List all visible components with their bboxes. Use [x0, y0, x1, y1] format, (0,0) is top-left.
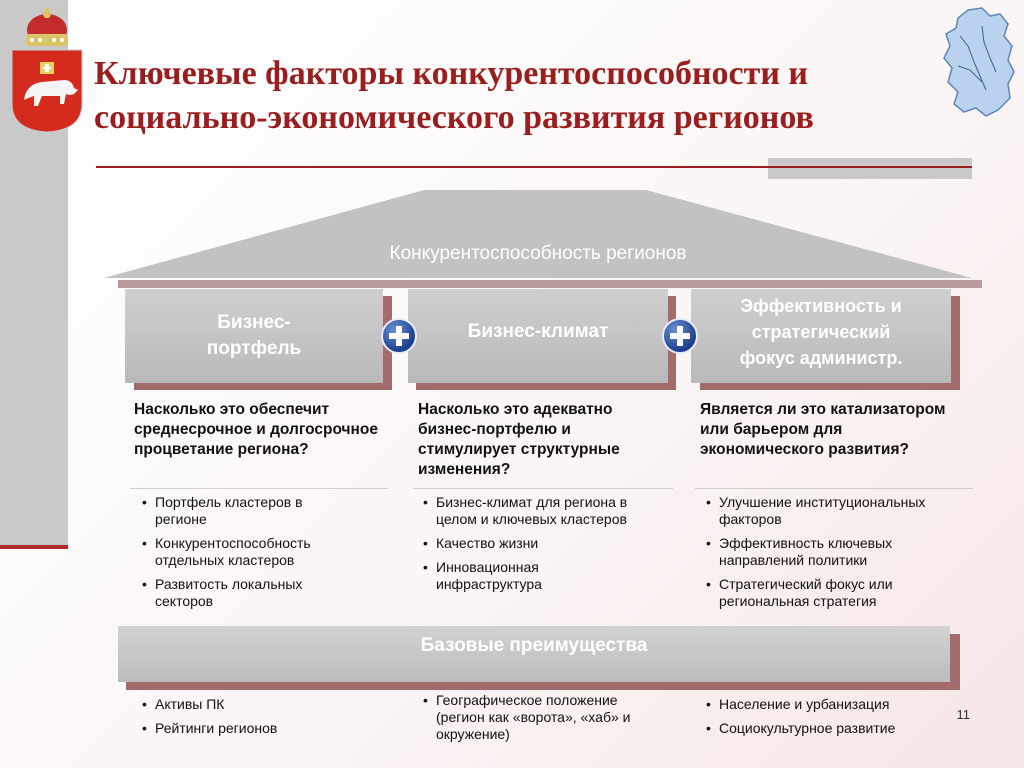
title-underline: [96, 166, 972, 168]
page-title: [94, 52, 954, 140]
list-item: • Население и урбанизация: [706, 696, 936, 713]
list-item: • Развитость локальных секторов: [142, 576, 342, 610]
base-item-list: [706, 696, 936, 744]
list-item: • Конкурентоспособность отдельных кластеров: [142, 535, 342, 569]
title-line-1: Ключевые факторы конкурентоспособности и: [94, 55, 809, 92]
page-number: 11: [956, 707, 970, 722]
pillar-label: Эффективность и стратегический: [740, 296, 902, 342]
base-item-list: [423, 692, 663, 750]
pillar-label: Бизнес-климат: [467, 321, 609, 342]
roof-strip: [118, 280, 982, 288]
pillar-question: Насколько это обеспечит среднесрочное и долгосрочное процветание региона?: [134, 401, 378, 458]
coat-of-arms-icon: [8, 4, 86, 134]
pillar-item-list: [706, 494, 926, 617]
region-map-icon: [938, 6, 1018, 118]
list-item: • Социокультурное развитие: [706, 720, 936, 737]
pillar-label: фокус администр.: [739, 348, 903, 368]
list-item: • Бизнес-климат для региона в целом и ключевых кластеров: [423, 494, 643, 528]
list-item: • Улучшение институциональных факторов: [706, 494, 926, 528]
plus-icon: [662, 318, 698, 354]
list-item: • Стратегический фокус или региональная стратегия: [706, 576, 926, 610]
pillar-question: Насколько это адекватно бизнес-портфелю и стимулирует структурные изменения?: [418, 401, 620, 478]
list-item: • Эффективность ключевых направлений политики: [706, 535, 926, 569]
column-separator: [413, 488, 673, 489]
base-advantages-bar: Базовые преимущества: [118, 626, 950, 682]
list-item: • Рейтинги регионов: [142, 720, 362, 737]
list-item: • Качество жизни: [423, 535, 643, 552]
title-line-2: социально-экономического развития регионов: [94, 99, 814, 136]
pillar-item-list: [142, 494, 342, 617]
title-decor-grey: [768, 158, 972, 179]
list-item: • Инновационная инфраструктура: [423, 559, 643, 593]
plus-icon: [381, 318, 417, 354]
base-item-list: [142, 696, 362, 744]
pillar-label: портфель: [206, 338, 302, 359]
pillar-item-list: [423, 494, 643, 600]
left-decor-accent: [0, 545, 68, 549]
column-separator: [695, 488, 973, 489]
roof-label: Конкурентоспособность регионов: [389, 243, 687, 264]
pillar-business-climate: [408, 289, 668, 383]
list-item: • Портфель кластеров в регионе: [142, 494, 342, 528]
pillar-business-portfolio: [125, 289, 383, 383]
pillar-label: Бизнес-: [217, 312, 291, 333]
column-separator: [130, 488, 388, 489]
pillar-question: Является ли это катализатором или барьером для экономического развития?: [700, 401, 946, 458]
pillar-admin-efficiency: [691, 289, 951, 383]
list-item: • Активы ПК: [142, 696, 362, 713]
list-item: • Географическое положение (регион как «ворота», «хаб» и окружение): [423, 692, 663, 743]
